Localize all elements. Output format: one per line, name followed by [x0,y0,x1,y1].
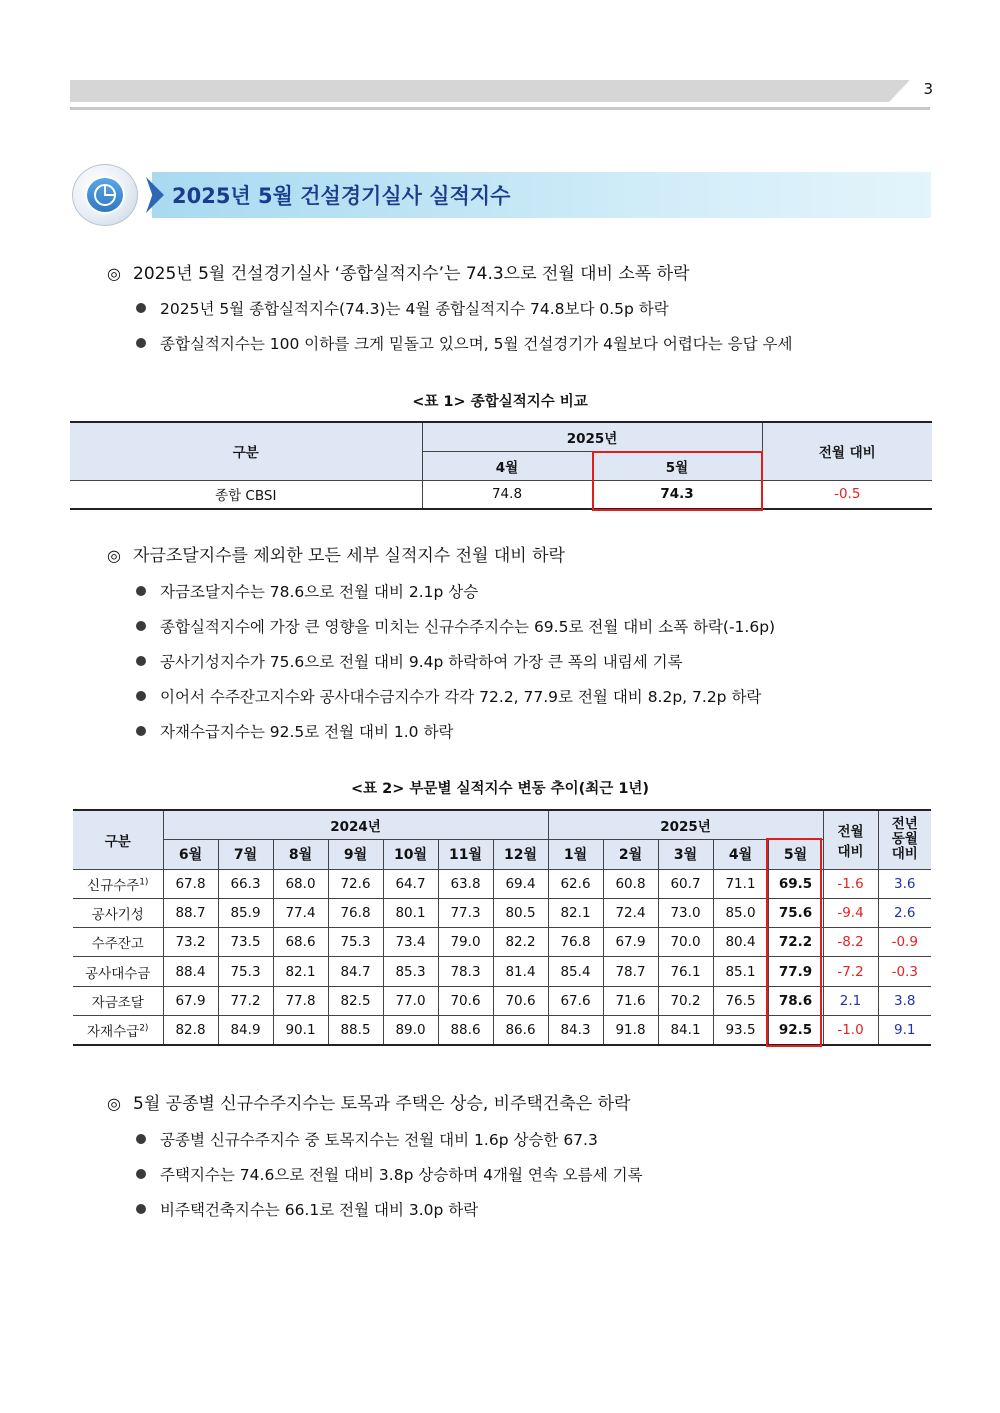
bullet-item: 자금조달지수는 78.6으로 전월 대비 2.1p 상승 [136,580,478,602]
table-row [70,480,932,509]
double-circle-icon: ◎ [107,546,121,565]
bullet-item: 종합실적지수는 100 이하를 크게 밑돌고 있으며, 5월 건설경기가 4월보다 어렵다는 응답 우세 [136,332,793,354]
table-2-month-header: 4월 [713,839,768,869]
table-row [73,1015,931,1044]
value-cell: 88.4 [163,957,218,986]
table-2-month-header: 1월 [548,839,603,869]
bullet-item: 이어서 수주잔고지수와 공사대수금지수가 각각 72.2, 77.9로 전월 대비 8.2p, 7.2p 하락 [136,685,761,707]
table-2-header-2024: 2024년 [163,810,548,839]
bullet-item: 주택지수는 74.6으로 전월 대비 3.8p 상승하며 4개월 연속 오름세 기록 [136,1163,643,1185]
value-cell: 77.2 [218,986,273,1015]
value-cell: 85.0 [713,898,768,927]
value-cell: 85.1 [713,957,768,986]
value-cell: 67.8 [163,869,218,898]
header-bar [70,80,910,102]
value-cell: 76.5 [713,986,768,1015]
table-2-month-header: 10월 [383,839,438,869]
value-cell: 72.6 [328,869,383,898]
table-2-header-mom: 전월 대비 [823,810,878,869]
value-cell: 60.7 [658,869,713,898]
value-cell: 75.3 [218,957,273,986]
value-cell: 77.4 [273,898,328,927]
mom-cell: 2.1 [823,986,878,1015]
table-2-month-header: 5월 [768,839,823,869]
section-title: 2025년 5월 건설경기실사 실적지수 [172,184,511,208]
value-cell: 66.3 [218,869,273,898]
value-cell: 73.0 [658,898,713,927]
value-cell: 70.2 [658,986,713,1015]
row-label: 공사대수금 [73,957,163,986]
bullet-icon [136,1134,146,1144]
heading-1: ◎ 2025년 5월 건설경기실사 ‘종합실적지수’는 74.3으로 전월 대비 소폭 하락 [107,264,690,284]
value-cell: 75.6 [768,898,823,927]
row-label: 신규수주$^{1)}$ [73,869,163,898]
mom-cell: -9.4 [823,898,878,927]
bullet-item: 종합실적지수에 가장 큰 영향을 미치는 신규수주지수는 69.5로 전월 대비 소폭 하락(-1.6p) [136,615,775,637]
value-cell: 85.4 [548,957,603,986]
value-cell: 89.0 [383,1015,438,1044]
table-2-header-yoy: 전년 동월 대비 [878,810,931,869]
value-cell: 73.5 [218,928,273,957]
yoy-cell: 3.8 [878,986,931,1015]
value-cell: 67.9 [163,986,218,1015]
value-cell: 77.8 [273,986,328,1015]
value-cell: 70.6 [438,986,493,1015]
table-1-header-year: 2025년 [422,422,762,451]
table-1-row-label: 종합 CBSI [70,480,422,509]
value-cell: 90.1 [273,1015,328,1044]
yoy-cell: 3.6 [878,869,931,898]
table-1-apr-value: 74.8 [422,480,592,509]
header-rule [70,107,930,110]
value-cell: 76.8 [328,898,383,927]
value-cell: 91.8 [603,1015,658,1044]
table-2-month-header: 2월 [603,839,658,869]
table-2-month-header: 9월 [328,839,383,869]
mom-cell: -7.2 [823,957,878,986]
table-1-header-apr: 4월 [422,451,592,480]
value-cell: 84.3 [548,1015,603,1044]
value-cell: 93.5 [713,1015,768,1044]
value-cell: 75.3 [328,928,383,957]
footnote-marker: 1) [139,877,149,888]
mom-cell: -8.2 [823,928,878,957]
heading-3: ◎ 5월 공종별 신규수주지수는 토목과 주택은 상승, 비주택건축은 하락 [107,1094,631,1114]
value-cell: 60.8 [603,869,658,898]
value-cell: 84.1 [658,1015,713,1044]
value-cell: 82.1 [273,957,328,986]
value-cell: 77.9 [768,957,823,986]
table-2-month-header: 11월 [438,839,493,869]
table-1-header-may: 5월 [592,451,762,480]
table-row [73,928,931,957]
bullet-icon [136,691,146,701]
value-cell: 84.9 [218,1015,273,1044]
value-cell: 80.4 [713,928,768,957]
table-2-month-header: 8월 [273,839,328,869]
table-1-header-mom: 전월 대비 [762,422,932,480]
value-cell: 67.6 [548,986,603,1015]
bullet-item: 공종별 신규수주지수 중 토목지수는 전월 대비 1.6p 상승한 67.3 [136,1128,598,1150]
value-cell: 73.4 [383,928,438,957]
mom-cell: -1.0 [823,1015,878,1044]
value-cell: 78.3 [438,957,493,986]
value-cell: 86.6 [493,1015,548,1044]
value-cell: 78.6 [768,986,823,1015]
value-cell: 79.0 [438,928,493,957]
value-cell: 72.2 [768,928,823,957]
value-cell: 71.6 [603,986,658,1015]
value-cell: 84.7 [328,957,383,986]
value-cell: 77.0 [383,986,438,1015]
bullet-item: 자재수급지수는 92.5로 전월 대비 1.0 하락 [136,720,453,742]
bullet-item: 비주택건축지수는 66.1로 전월 대비 3.0p 하락 [136,1198,478,1220]
table-2-month-header: 6월 [163,839,218,869]
row-label: 자재수급$^{2)}$ [73,1015,163,1044]
value-cell: 88.7 [163,898,218,927]
bullet-icon [136,1169,146,1179]
table-2-month-header: 7월 [218,839,273,869]
value-cell: 67.9 [603,928,658,957]
table-2 [73,809,931,1046]
row-label: 자금조달 [73,986,163,1015]
table-row [73,957,931,986]
bullet-icon [136,1204,146,1214]
bullet-icon [136,338,146,348]
bullet-item: 2025년 5월 종합실적지수(74.3)는 4월 종합실적지수 74.8보다 0.5p 하락 [136,297,669,319]
value-cell: 70.0 [658,928,713,957]
table-row [73,898,931,927]
value-cell: 71.1 [713,869,768,898]
bullet-icon [136,656,146,666]
value-cell: 63.8 [438,869,493,898]
table-1-header-category: 구분 [70,422,422,480]
yoy-cell: 9.1 [878,1015,931,1044]
value-cell: 81.4 [493,957,548,986]
double-circle-icon: ◎ [107,264,121,283]
value-cell: 88.6 [438,1015,493,1044]
value-cell: 77.3 [438,898,493,927]
value-cell: 82.8 [163,1015,218,1044]
value-cell: 88.5 [328,1015,383,1044]
double-circle-icon: ◎ [107,1094,121,1113]
pie-chart-icon [72,164,138,226]
mom-cell: -1.6 [823,869,878,898]
page-number: 3 [923,80,933,98]
value-cell: 69.4 [493,869,548,898]
value-cell: 68.6 [273,928,328,957]
row-label: 공사기성 [73,898,163,927]
table-2-month-header: 12월 [493,839,548,869]
bullet-icon [136,586,146,596]
bullet-icon [136,303,146,313]
value-cell: 62.6 [548,869,603,898]
value-cell: 85.9 [218,898,273,927]
value-cell: 80.1 [383,898,438,927]
table-1-mom-value: -0.5 [762,480,932,509]
value-cell: 76.1 [658,957,713,986]
yoy-cell: -0.3 [878,957,931,986]
value-cell: 70.6 [493,986,548,1015]
value-cell: 64.7 [383,869,438,898]
table-1-caption: <표 1> 종합실적지수 비교 [412,394,588,410]
table-1-may-value: 74.3 [592,480,762,509]
table-2-caption: <표 2> 부문별 실적지수 변동 추이(최근 1년) [350,781,650,797]
footnote-marker: 2) [139,1023,149,1034]
value-cell: 68.0 [273,869,328,898]
table-1 [70,421,932,510]
value-cell: 69.5 [768,869,823,898]
value-cell: 82.2 [493,928,548,957]
value-cell: 82.5 [328,986,383,1015]
value-cell: 72.4 [603,898,658,927]
yoy-cell: 2.6 [878,898,931,927]
heading-2: ◎ 자금조달지수를 제외한 모든 세부 실적지수 전월 대비 하락 [107,546,565,566]
value-cell: 76.8 [548,928,603,957]
value-cell: 82.1 [548,898,603,927]
row-label: 수주잔고 [73,928,163,957]
table-2-header-category: 구분 [73,810,163,869]
table-row [73,986,931,1015]
table-row [73,869,931,898]
yoy-cell: -0.9 [878,928,931,957]
bullet-icon [136,621,146,631]
bullet-item: 공사기성지수가 75.6으로 전월 대비 9.4p 하락하여 가장 큰 폭의 내림세 기록 [136,650,683,672]
value-cell: 78.7 [603,957,658,986]
bullet-icon [136,726,146,736]
value-cell: 73.2 [163,928,218,957]
value-cell: 80.5 [493,898,548,927]
table-2-header-2025: 2025년 [548,810,823,839]
value-cell: 92.5 [768,1015,823,1044]
table-2-month-header: 3월 [658,839,713,869]
value-cell: 85.3 [383,957,438,986]
